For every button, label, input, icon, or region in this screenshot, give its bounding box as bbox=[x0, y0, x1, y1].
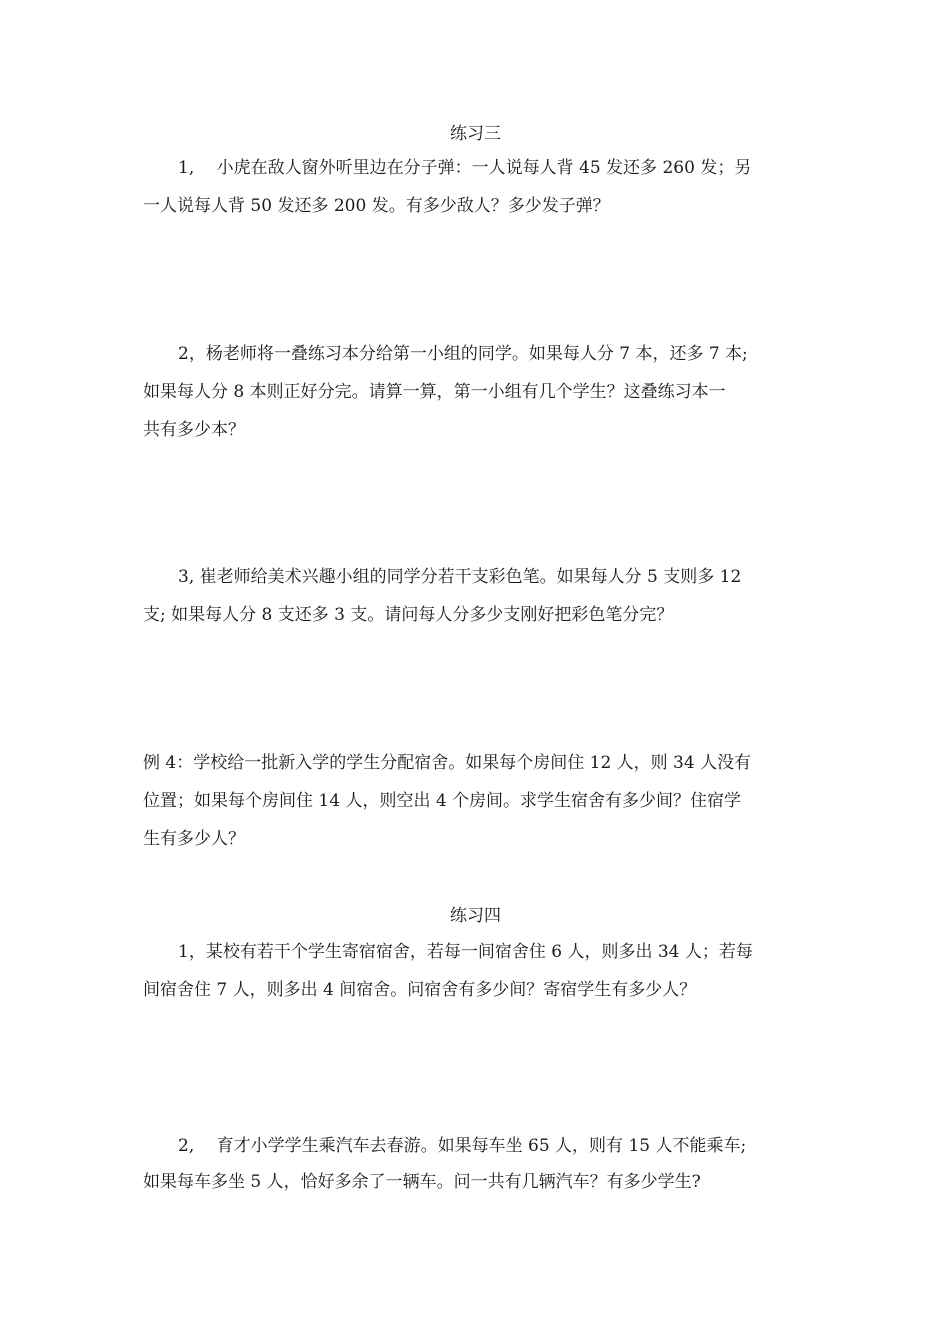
problem-line: 间宿舍住 7 人，则多出 4 间宿舍。问宿舍有多少间？寄宿学生有多少人？ bbox=[143, 980, 697, 1000]
problem-line: 2，杨老师将一叠练习本分给第一小组的同学。如果每人分 7 本，还多 7 本; bbox=[178, 344, 748, 364]
section-title-exercise-4: 练习四 bbox=[450, 906, 501, 926]
problem-line: 一人说每人背 50 发还多 200 发。有多少敌人？多少发子弹？ bbox=[143, 196, 610, 216]
problem-line: 如果每人分 8 本则正好分完。请算一算，第一小组有几个学生？这叠练习本一 bbox=[143, 382, 726, 402]
problem-4-1 bbox=[143, 933, 808, 1009]
example-line: 例 4：学校给一批新入学的学生分配宿舍。如果每个房间住 12 人，则 34 人没有 bbox=[143, 753, 752, 773]
problem-line: 1，某校有若干个学生寄宿宿舍，若每一间宿舍住 6 人，则多出 34 人；若每 bbox=[178, 942, 753, 962]
problem-line: 支; 如果每人分 8 支还多 3 支。请问每人分多少支刚好把彩色笔分完？ bbox=[143, 605, 674, 625]
section-title-exercise-3: 练习三 bbox=[450, 124, 501, 144]
problem-line: 2, 育才小学学生乘汽车去春游。如果每车坐 65 人，则有 15 人不能乘车; bbox=[178, 1136, 747, 1156]
problem-3-3 bbox=[143, 558, 808, 634]
example-4 bbox=[143, 744, 808, 858]
problem-4-2 bbox=[143, 1128, 808, 1200]
example-line: 位置；如果每个房间住 14 人，则空出 4 个房间。求学生宿舍有多少间？住宿学 bbox=[143, 791, 742, 811]
problem-3-2 bbox=[143, 335, 808, 449]
problem-line: 1, 小虎在敌人窗外听里边在分子弹：一人说每人背 45 发还多 260 发；另 bbox=[178, 158, 752, 178]
problem-3-1 bbox=[143, 149, 808, 225]
problem-line: 如果每车多坐 5 人，恰好多余了一辆车。问一共有几辆汽车？有多少学生? bbox=[143, 1172, 701, 1192]
problem-line: 共有多少本？ bbox=[143, 420, 245, 440]
problem-line: 3, 崔老师给美术兴趣小组的同学分若干支彩色笔。如果每人分 5 支则多 12 bbox=[178, 567, 742, 587]
example-line: 生有多少人？ bbox=[143, 829, 245, 849]
